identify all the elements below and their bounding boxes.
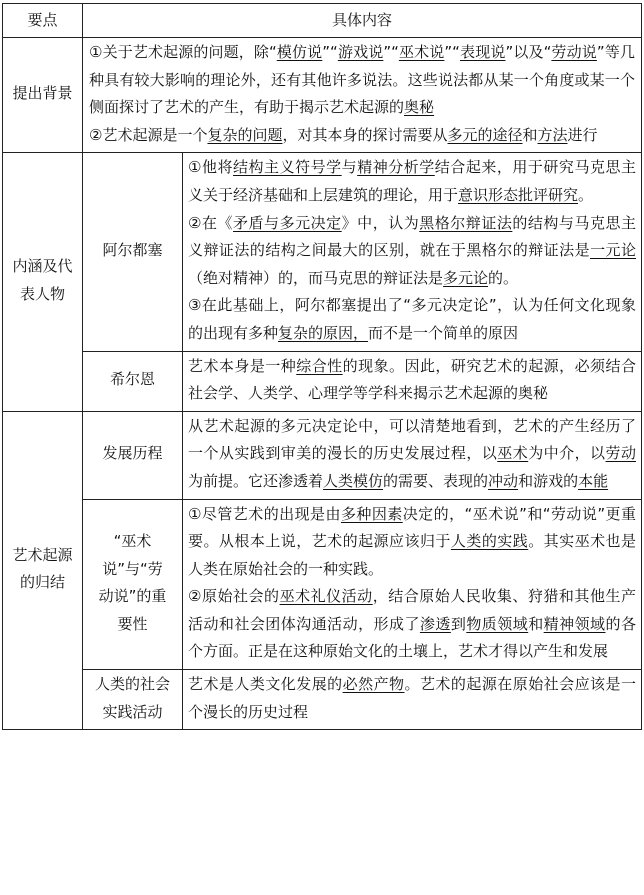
underlined-term: 巫术说 [398,43,445,61]
label-hilen: 希尔恩 [83,351,183,411]
practice-paragraph-1 [188,671,636,726]
hilen-paragraph-1 [188,353,636,408]
row-importance [3,499,642,670]
background-paragraph-2 [89,122,635,150]
text-run: ②原始社会的 [188,587,280,606]
text-run: 结合起来，用于研究马克思主义关于经济基础和上层建筑的理论，用于 [188,158,636,204]
text-run: 决定的，“巫术说”和“劳动说”更重要。从根本上说，艺术的起源应该归于 [188,504,636,551]
text-run: 。 [578,185,594,204]
text-run: 艺术是人类文化发展的 [188,675,343,694]
underlined-term: 精神分析学 [357,158,435,177]
text-run: 从艺术起源的多元决定论中，可以清楚地看到，艺术的产生经历了一个从实践到审美的漫长的历史发展过程，以 [188,416,637,463]
text-run: ，结合原始人民收集、狩猎和其他生产活动和社会团体沟通活动，形成了 [188,587,636,633]
text-run: （绝对精神）的，而马克思的辩证法是 [188,268,444,287]
althusser-paragraph-2 [188,210,636,293]
label-althusser: 阿尔都塞 [83,153,183,351]
cell-development-content [183,411,642,499]
header-row [3,4,642,38]
underlined-term: 一元论 [590,241,636,260]
underlined-term: 方法 [537,125,568,144]
text-run: ，对其本身的探讨需要从 [282,125,448,144]
text-run: 的。 [488,268,519,287]
text-run: 》中，认为 [341,213,420,232]
background-paragraph-1 [89,39,635,122]
label-conclusion: 艺术起源的归结 [3,411,83,730]
text-run: 与 [341,158,358,177]
cell-background-content [83,38,642,153]
row-hilen [3,351,642,411]
row-development [3,411,642,499]
underlined-term: 综合性 [296,356,343,375]
underlined-term: 游戏说 [337,43,384,61]
text-run: 的结构与马克思主义辩证法的结构之间最大的区别，就在于黑格尔的辩证法是 [188,213,636,260]
text-run: ”以及“ [505,43,552,61]
althusser-paragraph-1 [188,154,636,209]
content-table [2,3,642,730]
underlined-term: 模仿说 [276,43,323,61]
underlined-term: 人类模仿 [323,471,384,490]
text-run: 为中介，以 [528,444,606,463]
header-col-key-points: 要点 [3,4,83,38]
underlined-term: 多种因素 [340,504,403,523]
text-run: 的各个方面。正是在这种原始文化的土壤上，艺术才得以产生和发展 [188,614,636,661]
underlined-term: 必然产物 [342,675,405,694]
text-run: 而不是一个简单的原因 [368,323,519,342]
althusser-paragraph-3 [188,292,636,347]
label-practice: 人类的社会实践活动 [83,670,183,730]
development-paragraph-1 [188,413,636,496]
underlined-term: 黑格尔辩证法 [419,213,513,232]
text-run: ②艺术起源是一个 [89,125,208,144]
underlined-term: 结构主义符号学 [233,158,342,177]
row-althusser [3,153,642,351]
text-run: 到 [450,614,467,633]
text-run: ”等几种具有较大影响的理论外，还有其他许多说法。这些说法都从某一个角度或某一个侧面探讨了艺术的产生，有助于揭示艺术起源的 [89,43,636,117]
text-run: 。艺术的起源在原始社会应该是一个漫长的历史过程 [188,675,636,721]
text-run: ③在此基础上，阿尔都塞提出了“多元决定论”，认为任何文化现象的出现有多种 [188,296,637,342]
text-run: 的现象。因此，研究艺术的起源，必须结合社会学、人类学、心理学等学科来揭示艺术起源的奥秘 [188,356,636,403]
text-run: ”“ [444,43,460,61]
underlined-term: 精神领域 [543,614,606,633]
text-run: 和 [528,614,544,633]
underlined-term: 奥秘 [404,98,435,117]
importance-paragraph-2 [188,583,636,666]
text-run: ②在《 [188,213,234,232]
text-run: 为前提。它还渗透着 [188,471,324,490]
underlined-term: 物质领域 [466,614,529,633]
cell-importance-content [183,499,642,670]
underlined-term: 复杂的问题 [207,125,283,144]
underlined-term: 复杂的原因， [278,323,369,342]
cell-althusser-content [183,153,642,351]
header-col-content: 具体内容 [83,4,642,38]
underlined-term: 表现说 [459,43,506,61]
row-background [3,38,642,153]
underlined-term: 渗透 [419,614,451,633]
underlined-term: 巫术 [497,444,529,463]
text-run: 和游戏的 [518,471,579,490]
text-run: 的需要、表现的 [383,471,489,490]
underlined-term: 巫术礼仪活动 [279,587,373,606]
text-run: ”“ [322,43,338,61]
text-run: 。其实巫术也是人类在原始社会的一种实践。 [188,532,636,578]
cell-hilen-content [183,351,642,411]
row-practice [3,670,642,730]
text-run: ①尽管艺术的出现是由 [188,504,341,523]
underlined-term: 劳动说 [551,43,597,61]
text-run: 艺术本身是一种 [188,356,297,375]
underlined-term: 劳动 [605,444,636,463]
underlined-term: 人类的实践 [450,532,529,551]
cell-practice-content [183,670,642,730]
text-run: 进行 [567,125,598,144]
text-run: ①关于艺术起源的问题，除“ [89,43,277,61]
text-run: ”“ [383,43,399,61]
importance-paragraph-1 [188,501,636,584]
text-run: ①他将 [188,158,234,177]
underlined-term: 冲动 [488,471,519,490]
underlined-term: 意识形态批评研究 [458,185,579,204]
underlined-term: 多元的途径 [447,125,523,144]
label-importance: “巫术说”与“劳动说”的重要性 [83,499,183,670]
underlined-term: 本能 [578,471,609,490]
underlined-term: 矛盾与多元决定 [233,213,342,232]
text-run: 和 [522,125,538,144]
label-development: 发展历程 [83,411,183,499]
underlined-term: 多元论 [443,268,489,287]
label-background: 提出背景 [3,38,83,153]
label-connotation: 内涵及代表人物 [3,153,83,411]
